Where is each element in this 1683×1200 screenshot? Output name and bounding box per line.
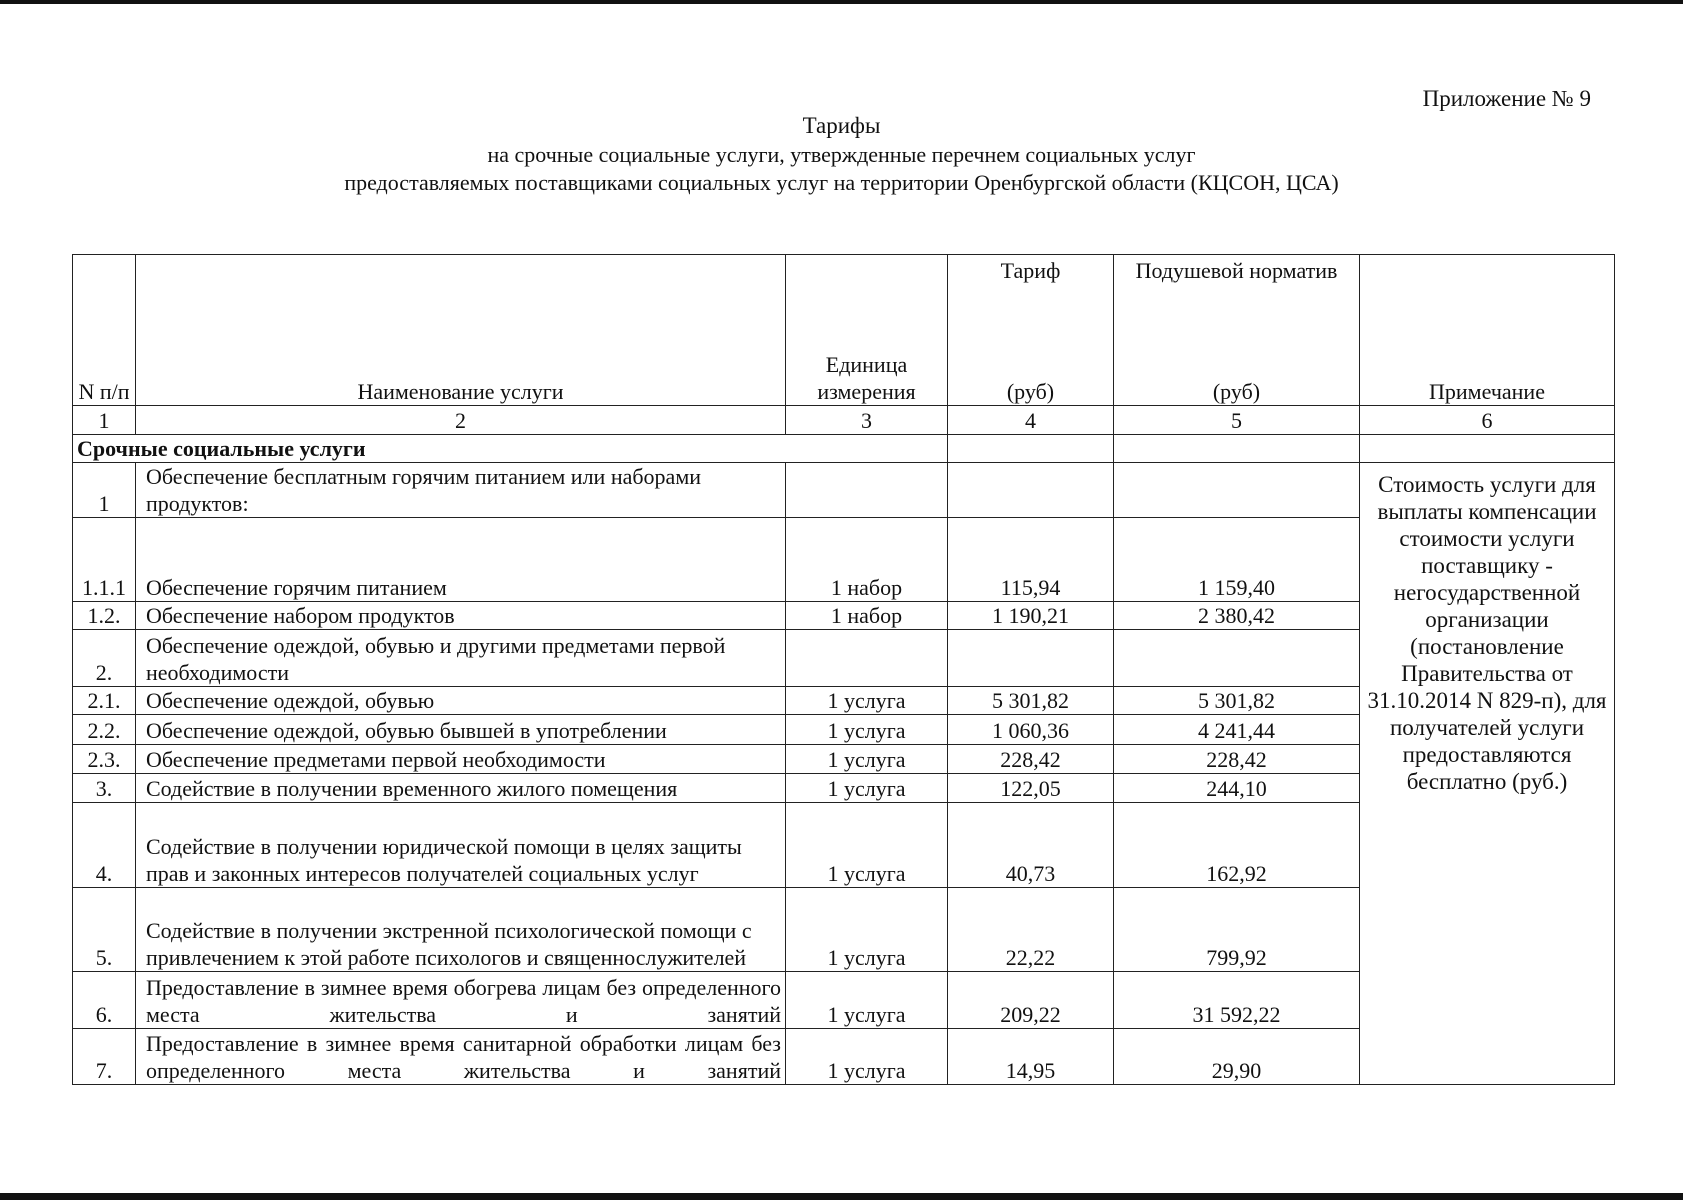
row-number: 2.3. [73,745,136,774]
section-row [73,435,1615,463]
table-cell [1114,435,1360,463]
row-norm [1114,630,1360,687]
header-note: Примечание [1360,255,1615,406]
row-number: 3. [73,774,136,803]
row-unit: 1 услуга [786,803,948,888]
row-unit: 1 услуга [786,888,948,972]
row-service-name: Обеспечение набором продуктов [136,602,786,630]
column-number: 6 [1360,406,1615,435]
row-unit: 1 услуга [786,715,948,745]
header-num: N п/п [73,255,136,406]
row-norm: 29,90 [1114,1029,1360,1085]
column-number: 5 [1114,406,1360,435]
row-norm [1114,463,1360,518]
row-tariff [948,630,1114,687]
column-number: 2 [136,406,786,435]
row-tariff [948,463,1114,518]
row-service-name: Предоставление в зимнее время санитарной обработки лицам без определенного места жительства и занятий [136,1029,786,1085]
row-service-name: Содействие в получении временного жилого помещения [136,774,786,803]
table-header-row [73,255,1615,406]
row-norm: 799,92 [1114,888,1360,972]
row-number: 2.2. [73,715,136,745]
row-number: 1.2. [73,602,136,630]
section-title: Срочные социальные услуги [73,435,948,463]
row-number: 4. [73,803,136,888]
row-tariff: 5 301,82 [948,687,1114,715]
row-tariff: 115,94 [948,518,1114,602]
row-unit [786,463,948,518]
row-unit: 1 услуга [786,972,948,1029]
column-number: 4 [948,406,1114,435]
row-unit: 1 набор [786,602,948,630]
note-cell: Стоимость услуги для выплаты компенсации стоимости услуги поставщику - негосударственной организации (постановление Правительства от 31.10.2014 N 829-п), для получателей услуги предоставляются бесплатно (руб.) [1360,463,1615,1085]
row-unit: 1 услуга [786,1029,948,1085]
row-service-name: Содействие в получении юридической помощи в целях защиты прав и законных интересов получателей социальных услуг [136,803,786,888]
tariffs-table [72,254,1615,1085]
header-unit: Единица измерения [786,255,948,406]
row-norm: 228,42 [1114,745,1360,774]
subtitle-line2-text: предоставляемых поставщиками социальных услуг на территории Оренбургской области (КЦСОН, ЦСА) [344,170,1339,195]
row-number: 2.1. [73,687,136,715]
header-name: Наименование услуги [136,255,786,406]
column-number: 1 [73,406,136,435]
row-norm: 162,92 [1114,803,1360,888]
row-number: 5. [73,888,136,972]
subtitle-line1-text: на срочные социальные услуги, утвержденные перечнем социальных услуг [487,142,1196,167]
row-service-name: Обеспечение предметами первой необходимости [136,745,786,774]
row-service-name: Обеспечение одеждой, обувью бывшей в употреблении [136,715,786,745]
row-tariff: 122,05 [948,774,1114,803]
row-tariff: 40,73 [948,803,1114,888]
header-norm [1114,255,1360,406]
row-number: 7. [73,1029,136,1085]
row-tariff: 22,22 [948,888,1114,972]
row-unit: 1 услуга [786,745,948,774]
row-tariff: 1 060,36 [948,715,1114,745]
row-service-name: Предоставление в зимнее время обогрева лицам без определенного места жительства и занятий [136,972,786,1029]
row-tariff: 209,22 [948,972,1114,1029]
row-unit: 1 услуга [786,774,948,803]
table-row [73,463,1615,518]
row-unit: 1 набор [786,518,948,602]
table-cell [1360,435,1615,463]
row-service-name: Содействие в получении экстренной психологической помощи с привлечением к этой работе психологов и священнослужителей [136,888,786,972]
row-number: 2. [73,630,136,687]
row-norm: 2 380,42 [1114,602,1360,630]
table-cell [948,435,1114,463]
row-number: 1 [73,463,136,518]
row-norm: 4 241,44 [1114,715,1360,745]
row-service-name: Обеспечение бесплатным горячим питанием или наборами продуктов: [136,463,786,518]
row-number: 1.1.1 [73,518,136,602]
row-number: 6. [73,972,136,1029]
row-norm: 5 301,82 [1114,687,1360,715]
header-norm-label: Подушевой норматив [1135,258,1338,283]
row-norm: 244,10 [1114,774,1360,803]
document-title: Тарифы [802,113,881,138]
row-unit [786,630,948,687]
appendix-label: Приложение № 9 [1422,86,1591,111]
row-service-name: Обеспечение одеждой, обувью и другими предметами первой необходимости [136,630,786,687]
row-tariff: 14,95 [948,1029,1114,1085]
header-tariff [948,255,1114,406]
scan-edge-bottom [0,1193,1683,1200]
row-tariff: 1 190,21 [948,602,1114,630]
header-norm-unit: (руб) [1212,379,1261,404]
row-service-name: Обеспечение одеждой, обувью [136,687,786,715]
column-number: 3 [786,406,948,435]
row-norm: 31 592,22 [1114,972,1360,1029]
scan-edge-top [0,0,1683,4]
header-tariff-label: Тариф [1000,258,1061,283]
header-tariff-unit: (руб) [1006,379,1055,404]
document-subtitle-line1 [0,141,1683,169]
document-subtitle-line2 [0,169,1683,197]
row-unit: 1 услуга [786,687,948,715]
row-tariff: 228,42 [948,745,1114,774]
row-service-name: Обеспечение горячим питанием [136,518,786,602]
row-norm: 1 159,40 [1114,518,1360,602]
column-number-row [73,406,1615,435]
